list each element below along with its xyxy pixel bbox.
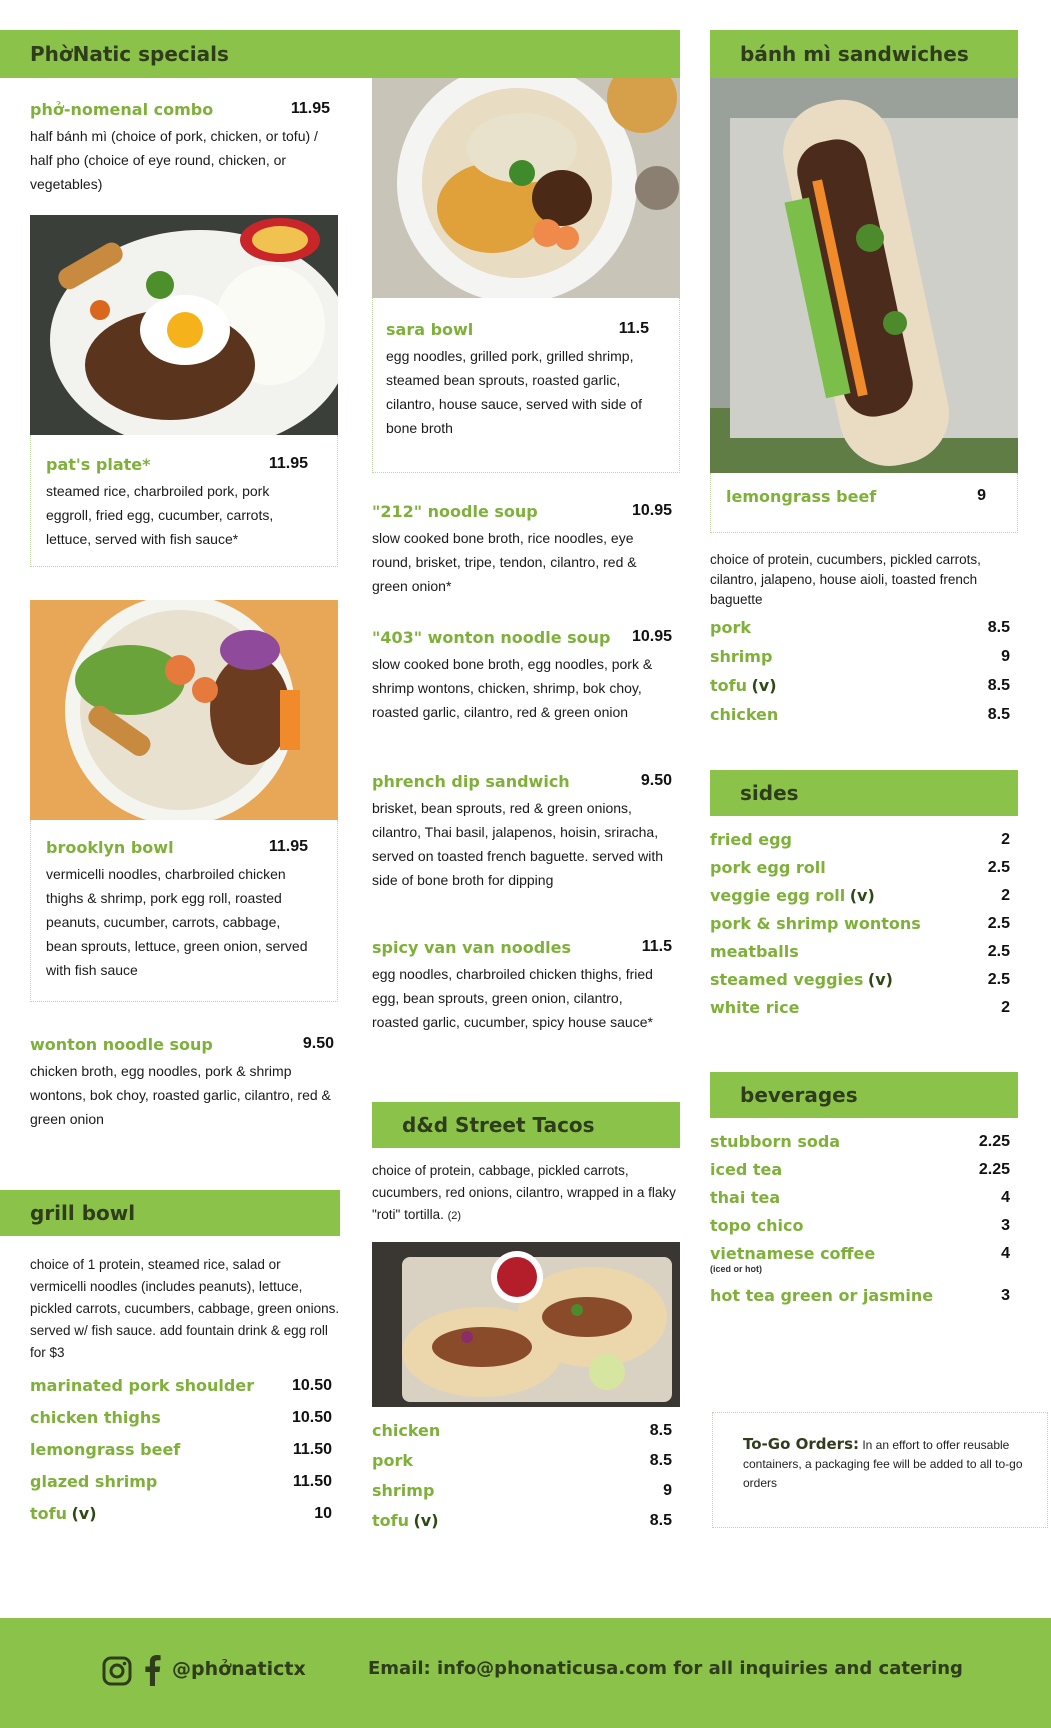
banhmi-photo [710,78,1018,473]
banhmi-desc: choice of protein, cucumbers, pickled carrots, cilantro, jalapeno, house aioli, toasted french baguette [710,552,981,607]
item-price: 9 [977,487,986,504]
list-item: iced tea 2.25 [710,1160,1010,1179]
item-name: "212" noodle soup [372,502,538,521]
grill-bowl-title: grill bowl [30,1201,136,1225]
list-item: pork 8.5 [710,618,1010,637]
brooklyn-bowl-photo [30,600,338,820]
menu-item-wonton-soup [30,1035,334,1131]
item-name: sara bowl [386,320,474,339]
beverages-header [710,1072,1018,1118]
item-price: 11.5 [618,320,649,337]
list-item: vietnamese coffee (iced or hot) 4 [710,1244,1010,1274]
menu-item-pats-plate [46,455,308,551]
social-handle[interactable]: @phởnatictx [172,1658,306,1680]
item-desc: slow cooked bone broth, rice noodles, eye round, brisket, tripe, tendon, cilantro, red & green onion* [372,530,637,594]
list-item: pork & shrimp wontons 2.5 [710,914,1010,933]
togo-text: In an effort to offer reusable containers, a packaging fee will be added to all to-go orders [743,1438,1023,1490]
list-item: glazed shrimp 11.50 [30,1472,332,1491]
list-item: pork egg roll 2.5 [710,858,1010,877]
list-item: thai tea 4 [710,1188,1010,1207]
togo-box [712,1412,1048,1528]
tacos-list [372,1417,672,1537]
banhmi-list [710,614,1010,730]
contact-email[interactable]: Email: info@phonaticusa.com for all inquiries and catering [368,1658,963,1679]
item-desc: half bánh mì (choice of pork, chicken, or tofu) / half pho (choice of eye round, chicken, or vegetables) [30,128,318,192]
grill-bowl-header [0,1190,340,1236]
banhmi-feature [726,487,986,507]
item-price: 10.95 [631,628,672,645]
pats-plate-photo [30,215,338,435]
list-item: white rice 2 [710,998,1010,1017]
list-item: shrimp 9 [710,647,1010,666]
list-item: topo chico 3 [710,1216,1010,1235]
menu-item-combo [30,100,330,196]
list-item: pork 8.5 [372,1451,672,1470]
item-name: spicy van van noodles [372,938,572,957]
banhmi-title: bánh mì sandwiches [740,42,969,66]
list-item: tofu (v) 10 [30,1504,332,1523]
list-item: tofu (v) 8.5 [372,1511,672,1530]
beverages-title: beverages [740,1083,858,1107]
item-name: brooklyn bowl [46,838,174,857]
item-price: 11.95 [290,100,330,117]
list-item: veggie egg roll (v) 2 [710,886,1010,905]
list-item: lemongrass beef 11.50 [30,1440,332,1459]
item-desc: slow cooked bone broth, egg noodles, pork & shrimp wontons, chicken, shrimp, bok choy, roasted garlic, cilantro, red & green onion [372,656,653,720]
menu-item-brooklyn-bowl [46,838,308,982]
item-price: 9.50 [302,1035,334,1052]
item-name: lemongrass beef [726,487,877,506]
sara-bowl-photo [372,78,680,298]
list-item: chicken 8.5 [372,1421,672,1440]
menu-item-403-soup [372,628,672,724]
tacos-header [372,1102,680,1148]
grill-bowl-list [30,1372,332,1532]
item-price: 11.5 [641,938,672,955]
grill-bowl-desc: choice of 1 protein, steamed rice, salad or vermicelli noodles (includes peanuts), lettuce, pickled carrots, cucumbers, cabbage, green onions. served w/ fish sauce. add fountain drink & egg roll for $3 [30,1257,340,1360]
menu-item-212-soup [372,502,672,598]
item-name: wonton noodle soup [30,1035,213,1054]
facebook-icon[interactable] [142,1654,162,1686]
banhmi-header [710,30,1018,78]
footer [0,1618,1051,1728]
list-item: tofu (v) 8.5 [710,676,1010,695]
sides-list [710,826,1010,1022]
list-item: stubborn soda 2.25 [710,1132,1010,1151]
list-item: chicken 8.5 [710,705,1010,724]
instagram-icon[interactable] [102,1656,132,1686]
item-desc: brisket, bean sprouts, red & green onions, cilantro, Thai basil, jalapenos, hoisin, sriracha, served on toasted french baguette. served with side of bone broth for dipping [372,800,664,888]
list-item: shrimp 9 [372,1481,672,1500]
item-name: "403" wonton noodle soup [372,628,611,647]
list-item: meatballs 2.5 [710,942,1010,961]
item-name: pat's plate* [46,455,151,474]
menu-item-phrench-dip [372,772,672,892]
item-desc: egg noodles, charbroiled chicken thighs, fried egg, bean sprouts, green onion, cilantro, roasted garlic, cucumber, spicy house sauce* [372,966,653,1030]
sides-title: sides [740,781,799,805]
item-price: 9.50 [640,772,672,789]
tacos-desc: choice of protein, cabbage, pickled carrots, cucumbers, red onions, cilantro, wrapped in a flaky "roti" tortilla. (2) [372,1163,676,1222]
list-item: marinated pork shoulder 10.50 [30,1376,332,1395]
list-item: hot tea green or jasmine 3 [710,1286,1010,1305]
item-desc: vermicelli noodles, charbroiled chicken thighs & shrimp, pork egg roll, roasted peanuts, cucumber, carrots, cabbage, bean sprouts, lettuce, green onion, served with fish sauce [46,866,308,978]
item-name: phở-nomenal combo [30,100,214,119]
item-desc: steamed rice, charbroiled pork, pork eggroll, fried egg, cucumber, carrots, lettuce, served with fish sauce* [46,483,274,547]
menu-item-sara-bowl [386,320,649,440]
beverages-list [710,1128,1010,1310]
tacos-photo [372,1242,680,1407]
item-price: 11.95 [268,838,308,855]
item-desc: egg noodles, grilled pork, grilled shrimp, steamed bean sprouts, roasted garlic, cilantro, house sauce, served with side of bone broth [386,348,643,436]
list-item: chicken thighs 10.50 [30,1408,332,1427]
specials-title: PhờNatic specials [30,42,229,66]
item-price: 11.95 [268,455,308,472]
togo-title: To-Go Orders: [743,1435,859,1453]
item-price: 10.95 [631,502,672,519]
tacos-title: d&d Street Tacos [402,1113,595,1137]
sides-header [710,770,1018,816]
list-item: fried egg 2 [710,830,1010,849]
menu-item-van-van [372,938,672,1034]
item-desc: chicken broth, egg noodles, pork & shrimp wontons, bok choy, roasted garlic, cilantro, red & green onion [30,1063,331,1127]
item-name: phrench dip sandwich [372,772,570,791]
coffee-note: (iced or hot) [710,1264,762,1274]
list-item: steamed veggies (v) 2.5 [710,970,1010,989]
specials-header [0,30,680,78]
